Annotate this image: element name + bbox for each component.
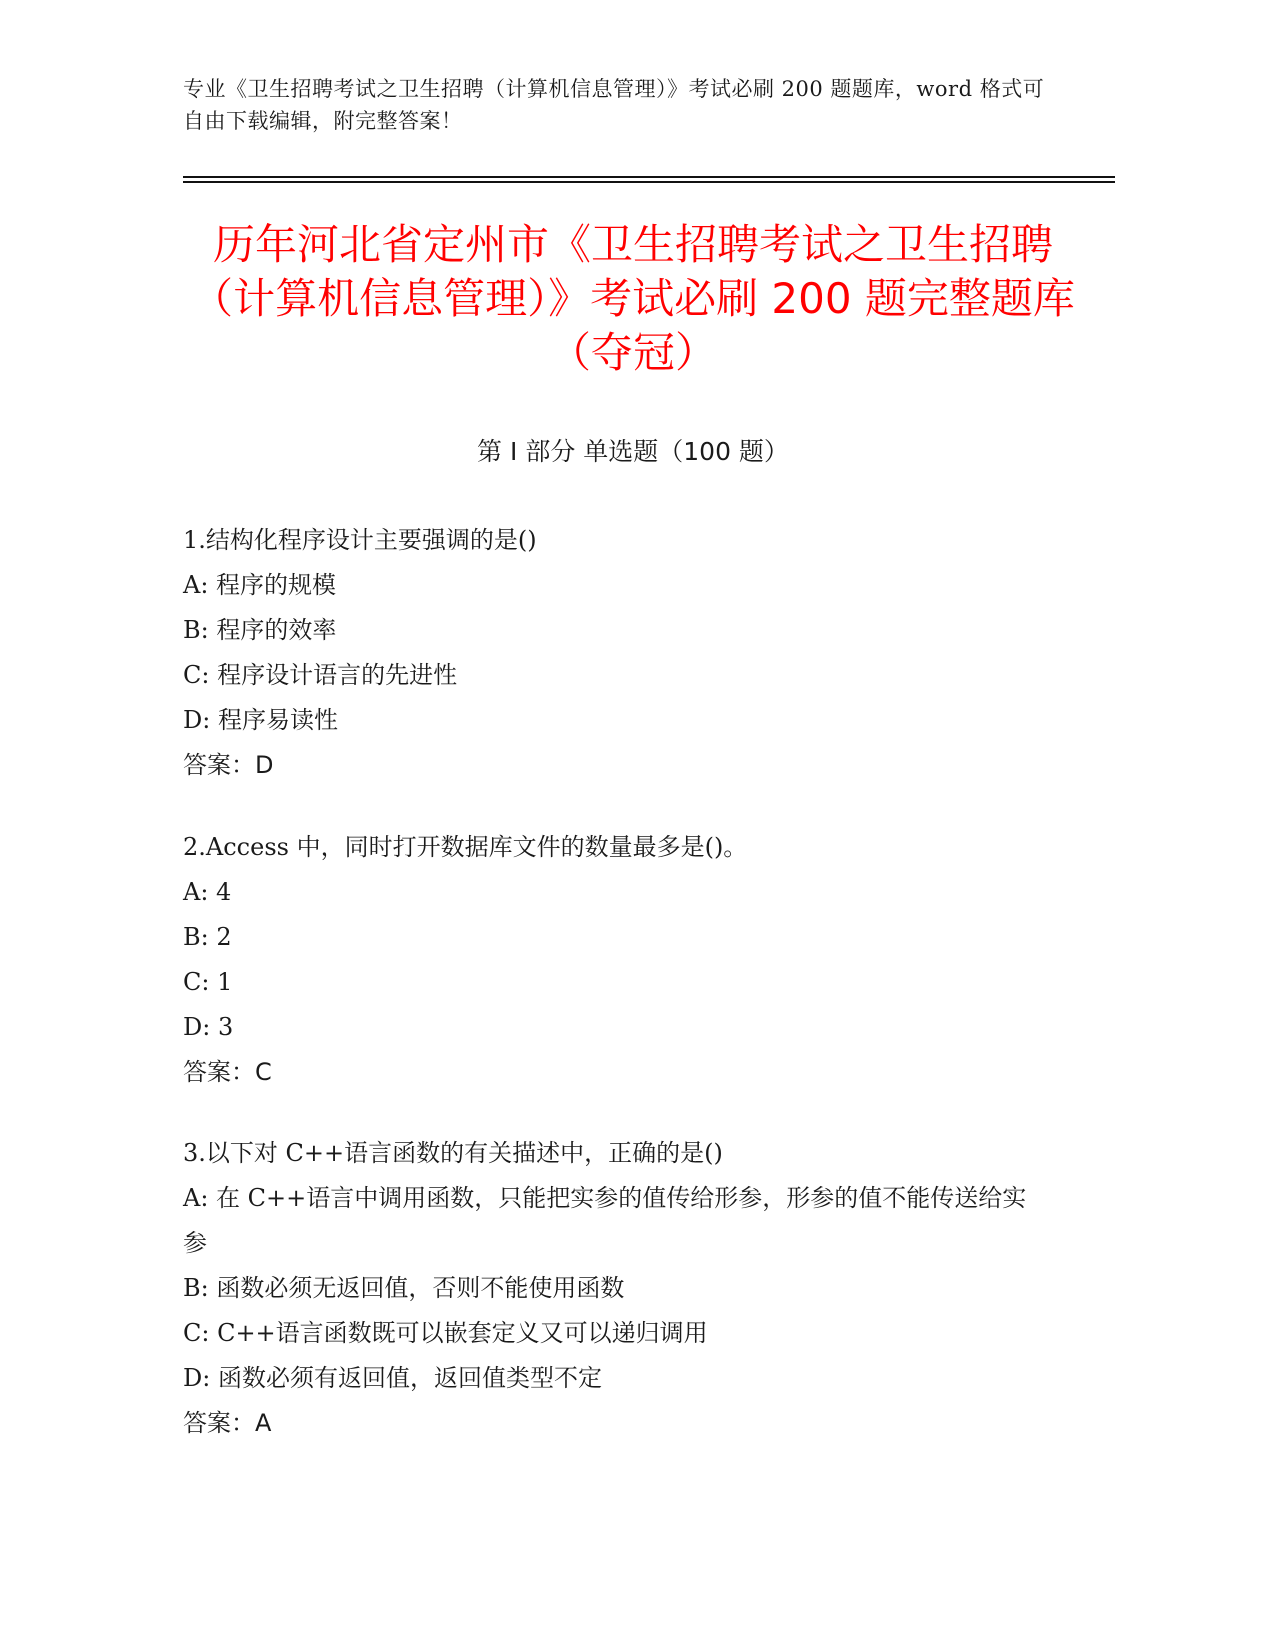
option-d: D: 3 xyxy=(183,1013,234,1041)
divider-top xyxy=(183,176,1115,178)
option-b: B: 函数必须无返回值，否则不能使用函数 xyxy=(183,1274,625,1302)
answer: 答案：D xyxy=(183,751,274,779)
question-3 xyxy=(183,1131,1063,1446)
option-a: A: 程序的规模 xyxy=(183,571,337,599)
option-d: D: 函数必须有返回值，返回值类型不定 xyxy=(183,1364,602,1392)
question-2 xyxy=(183,825,1063,1095)
answer: 答案：A xyxy=(183,1409,272,1437)
option-a: A: 在 C++语言中调用函数，只能把实参的值传给形参，形参的值不能传送给实参 xyxy=(183,1184,1027,1257)
header-note: 专业《卫生招聘考试之卫生招聘（计算机信息管理）》考试必刷 200 题题库，word 格式可自由下载编辑，附完整答案！ xyxy=(183,77,1045,133)
option-b: B: 2 xyxy=(183,923,232,951)
option-c: C: 程序设计语言的先进性 xyxy=(183,661,458,689)
divider-bottom xyxy=(183,181,1115,183)
document-title: 历年河北省定州市《卫生招聘考试之卫生招聘（计算机信息管理）》考试必刷 200 题完整题库（夺冠） xyxy=(191,220,1075,377)
answer: 答案：C xyxy=(183,1058,272,1086)
option-b: B: 程序的效率 xyxy=(183,616,337,644)
question-1 xyxy=(183,518,1063,788)
question-stem: 1.结构化程序设计主要强调的是() xyxy=(183,526,537,554)
question-stem: 2.Access 中，同时打开数据库文件的数量最多是()。 xyxy=(183,833,748,861)
option-c: C: C++语言函数既可以嵌套定义又可以递归调用 xyxy=(183,1319,708,1347)
option-a: A: 4 xyxy=(183,878,232,906)
section-heading: 第 I 部分 单选题（100 题） xyxy=(477,437,789,466)
option-d: D: 程序易读性 xyxy=(183,706,338,734)
option-c: C: 1 xyxy=(183,968,233,996)
question-stem: 3.以下对 C++语言函数的有关描述中，正确的是() xyxy=(183,1139,723,1167)
